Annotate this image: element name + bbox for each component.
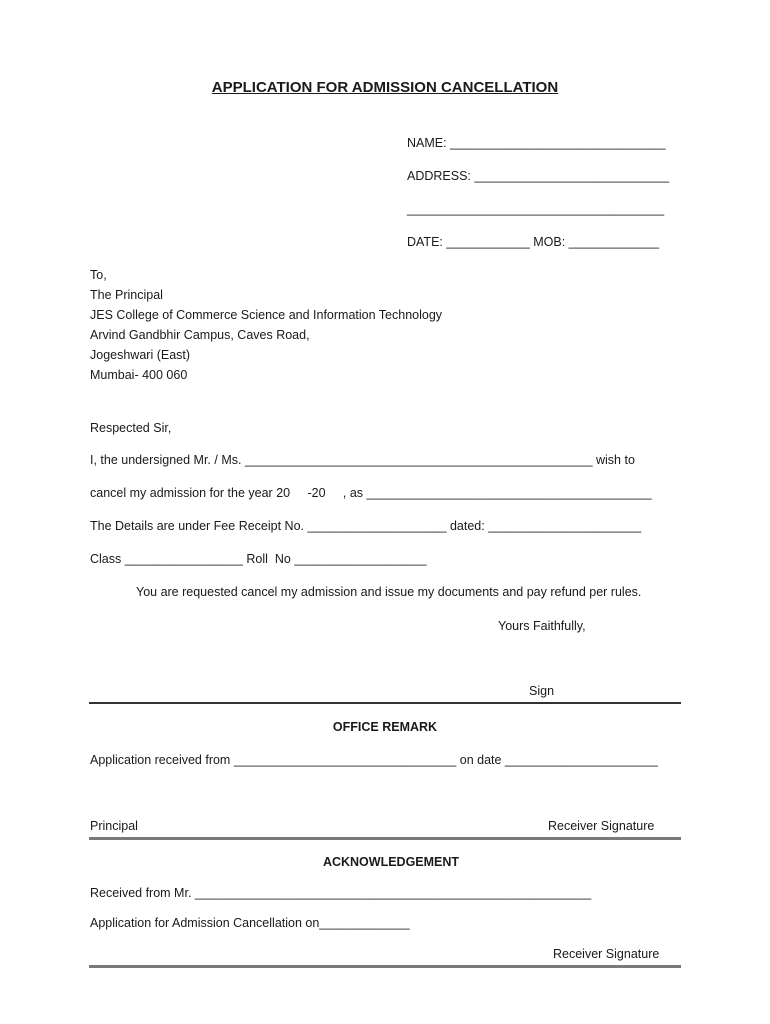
letter-line-1: I, the undersigned Mr. / Ms. __________________________________________________ wish to	[90, 453, 635, 467]
recipient-to: To,	[90, 268, 107, 282]
recipient-address-2: Jogeshwari (East)	[90, 348, 191, 362]
office-remark-heading: OFFICE REMARK	[332, 720, 438, 734]
recipient-address-3: Mumbai- 400 060	[90, 368, 188, 382]
recipient-address-1: Arvind Gandbhir Campus, Caves Road,	[90, 328, 310, 342]
application-received-line: Application received from ________________________________ on date ______________________	[90, 753, 658, 767]
date-mob-field: DATE: ____________ MOB: _____________	[407, 235, 660, 249]
letter-line-2: cancel my admission for the year 20 -20 , as _________________________________________	[90, 486, 652, 500]
principal-label: Principal	[90, 819, 138, 833]
office-receiver-signature: Receiver Signature	[548, 819, 655, 833]
name-field: NAME: _______________________________	[407, 136, 666, 150]
letter-line-4: Class _________________ Roll No ___________________	[90, 552, 427, 566]
application-on-line: Application for Admission Cancellation on_____________	[90, 916, 410, 930]
received-from-line: Received from Mr. _________________________________________________________	[90, 886, 592, 900]
closing: Yours Faithfully,	[498, 619, 586, 633]
address-field-continued: _____________________________________	[407, 202, 665, 216]
divider-bottom	[89, 965, 681, 968]
address-field: ADDRESS: ____________________________	[407, 169, 670, 183]
ack-receiver-signature: Receiver Signature	[553, 947, 660, 961]
form-title: APPLICATION FOR ADMISSION CANCELLATION	[211, 79, 559, 96]
divider-middle	[89, 837, 681, 840]
recipient-designation: The Principal	[90, 288, 163, 302]
recipient-college: JES College of Commerce Science and Information Technology	[90, 308, 443, 322]
divider-top	[89, 702, 681, 704]
sign-label: Sign	[529, 684, 555, 698]
letter-line-3: The Details are under Fee Receipt No. ____________________ dated: ______________________	[90, 519, 642, 533]
request-line: You are requested cancel my admission and issue my documents and pay refund per rules.	[136, 585, 642, 599]
salutation: Respected Sir,	[90, 421, 172, 435]
acknowledgement-heading: ACKNOWLEDGEMENT	[322, 855, 460, 869]
